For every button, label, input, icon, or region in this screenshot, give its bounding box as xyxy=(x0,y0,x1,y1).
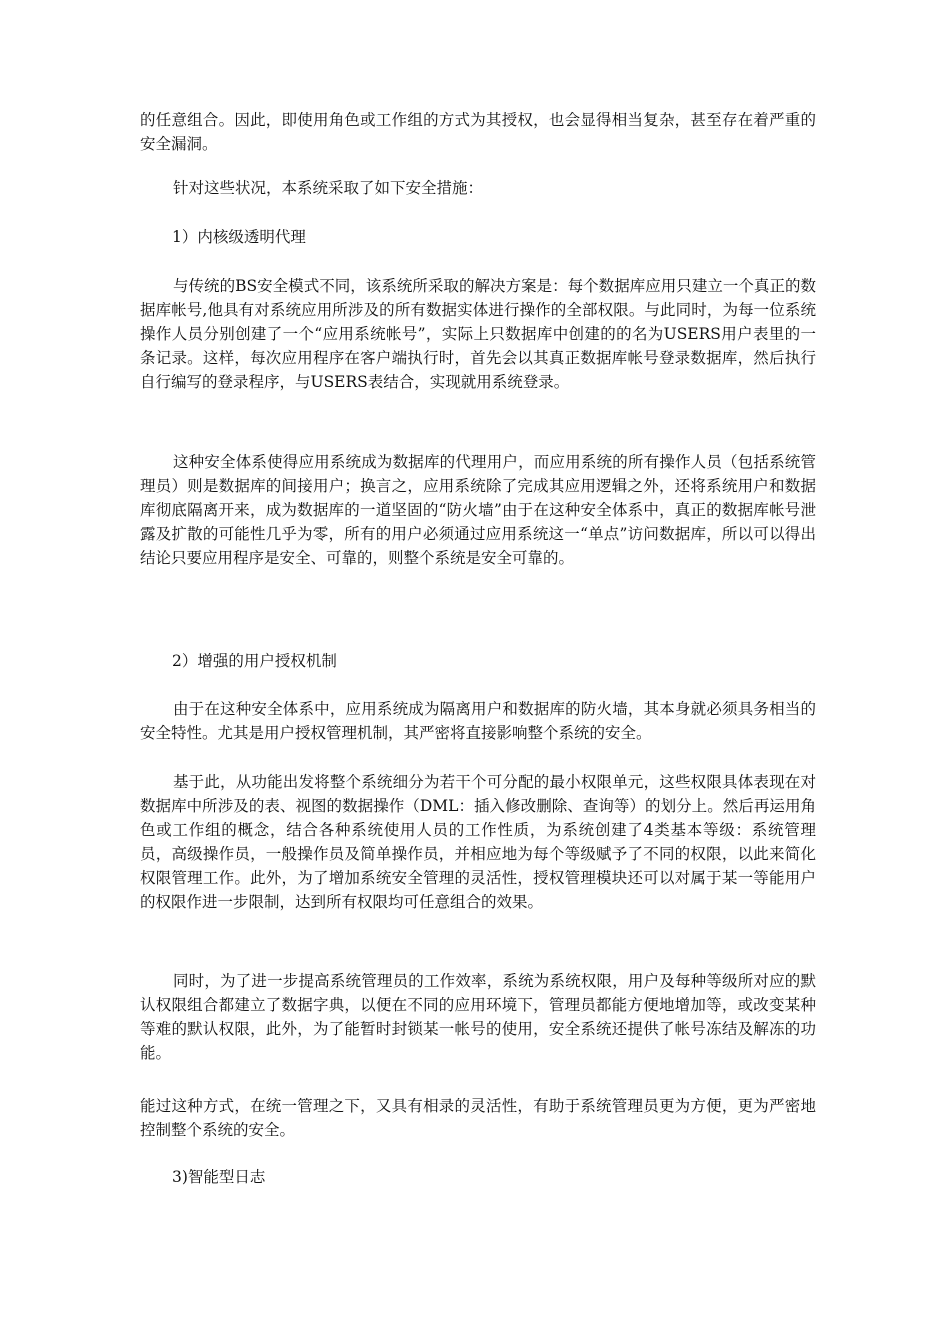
paragraph-authorization-intro: 由于在这种安全体系中，应用系统成为隔离用户和数据库的防火墙，其本身就必须具务相当的安全特性。尤其是用户授权管理机制，其严密将直接影响整个系统的安全。 xyxy=(140,700,816,742)
paragraph-continuation: 的任意组合。因此，即使用角色或工作组的方式为其授权，也会显得相当复杂，甚至存在着严重的安全漏洞。 xyxy=(140,111,816,153)
paragraph-permission-units: 基于此，从功能出发将整个系统细分为若干个可分配的最小权限单元，这些权限具体表现在对数据库中所涉及的表、视图的数据操作（DML：插入修改删除、查询等）的划分上。然后再运用角色或工作组的概念，结合各种系统使用人员的工作性质，为系统创建了4类基本等级：系统管理员，高级操作员，一般操作员及简单操作员，并相应地为每个等级赋予了不同的权限，以此来简化权限管理工作。此外，为了增加系统安全管理的灵活性，授权管理模块还可以对属于某一等能用户的权限作进一步限制，达到所有权限均可任意组合的效果。 xyxy=(140,773,816,911)
paragraph-security-system: 这种安全体系使得应用系统成为数据库的代理用户，而应用系统的所有操作人员（包括系统管理员）则是数据库的间接用户；换言之，应用系统除了完成其应用逻辑之外，还将系统用户和数据库彻底隔离开来，成为数据库的一道坚固的“防火墙”由于在这种安全体系中，真正的数据库帐号泄露及扩散的可能性几乎为零，所有的用户必须通过应用系统这一“单点”访问数据库，所以可以得出结论只要应用程序是安全、可靠的，则整个系统是安全可靠的。 xyxy=(140,453,816,567)
paragraph-proxy-solution: 与传统的BS安全模式不同，该系统所采取的解决方案是：每个数据库应用只建立一个真正的数据库帐号,他具有对系统应用所涉及的所有数据实体进行操作的全部权限。与此同时，为每一位系统操作人员分别创建了一个“应用系统帐号”，实际上只数据库中创建的的名为USERS用户表里的一条记录。这样，每次应用程序在客户端执行时，首先会以其真正数据库帐号登录数据库，然后执行自行编写的登录程序，与USERS表结合，实现就用系统登录。 xyxy=(140,277,816,391)
paragraph-data-dictionary: 同时，为了进一步提高系统管理员的工作效率，系统为系统权限，用户及每种等级所对应的默认权限组合都建立了数据字典，以便在不同的应用环境下，管理员都能方便地增加等，或改变某种等难的默认权限，此外，为了能暂时封锁某一帐号的使用，安全系统还提供了帐号冻结及解冻的功能。 xyxy=(140,972,816,1062)
section-heading-1: 1）内核级透明代理 xyxy=(172,228,306,246)
section-heading-2: 2）增强的用户授权机制 xyxy=(172,652,337,670)
paragraph-conclusion: 能过这种方式，在统一管理之下，又具有相录的灵活性，有助于系统管理员更为方便，更为严密地控制整个系统的安全。 xyxy=(140,1097,816,1139)
section-heading-3: 3)智能型日志 xyxy=(172,1168,266,1186)
paragraph-measures-intro: 针对这些状况，本系统采取了如下安全措施： xyxy=(173,179,484,197)
